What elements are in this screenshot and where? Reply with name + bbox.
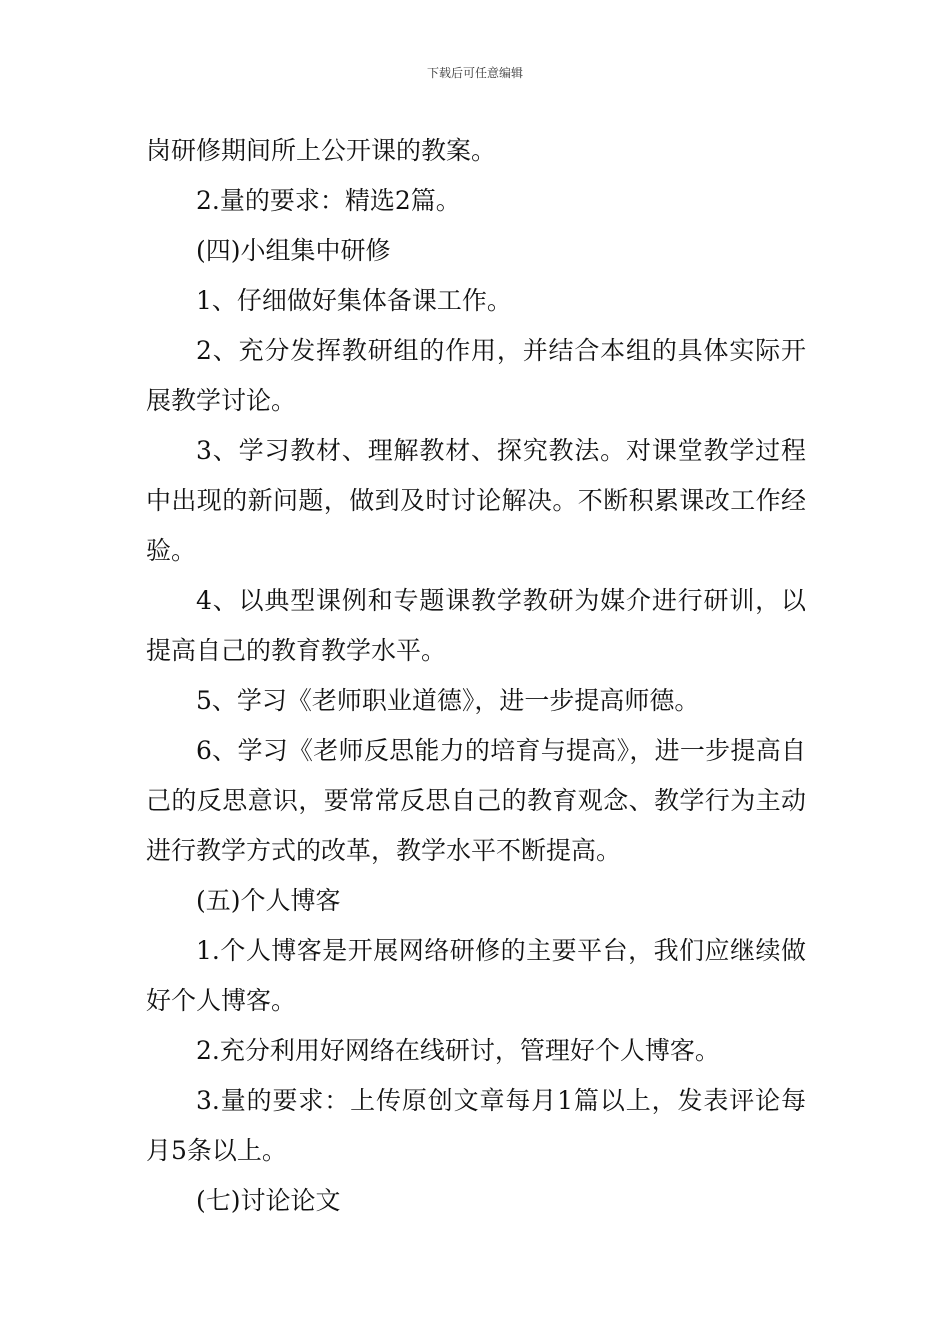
- section-heading-papers: (七)讨论论文: [196, 1186, 341, 1215]
- paragraph-continuation: 岗研修期间所上公开课的教案。: [146, 136, 497, 165]
- section-heading-personal-blog: (五)个人博客: [196, 886, 341, 915]
- paragraph-blog-2: 2.充分利用好网络在线研讨，管理好个人博客。: [196, 1036, 720, 1065]
- section-heading-group-study: (四)小组集中研修: [196, 236, 391, 265]
- paragraph-item-6: 6、学习《老师反思能力的培育与提高》，进一步提高自己的反思意识，要常常反思自己的教育观念、教学行为主动进行教学方式的改革，教学水平不断提高。: [146, 736, 806, 865]
- paragraph-item-2: 2、充分发挥教研组的作用，并结合本组的具体实际开展教学讨论。: [146, 336, 806, 415]
- paragraph-item-4: 4、以典型课例和专题课教学教研为媒介进行研训，以提高自己的教育教学水平。: [146, 586, 806, 665]
- page-header-note: 下载后可任意编辑: [426, 66, 523, 80]
- document-body: [146, 126, 806, 1226]
- paragraph-item-3: 3、学习教材、理解教材、探究教法。对课堂教学过程中出现的新问题，做到及时讨论解决。不断积累课改工作经验。: [146, 436, 806, 565]
- paragraph-item-1: 1、仔细做好集体备课工作。: [196, 286, 512, 315]
- paragraph-item-5: 5、学习《老师职业道德》，进一步提高师德。: [196, 686, 700, 715]
- paragraph-blog-3: 3.量的要求：上传原创文章每月1篇以上，发表评论每月5条以上。: [146, 1086, 806, 1165]
- paragraph-blog-1: 1.个人博客是开展网络研修的主要平台，我们应继续做好个人博客。: [146, 936, 806, 1015]
- paragraph-quantity-requirement: 2.量的要求：精选2篇。: [196, 186, 461, 215]
